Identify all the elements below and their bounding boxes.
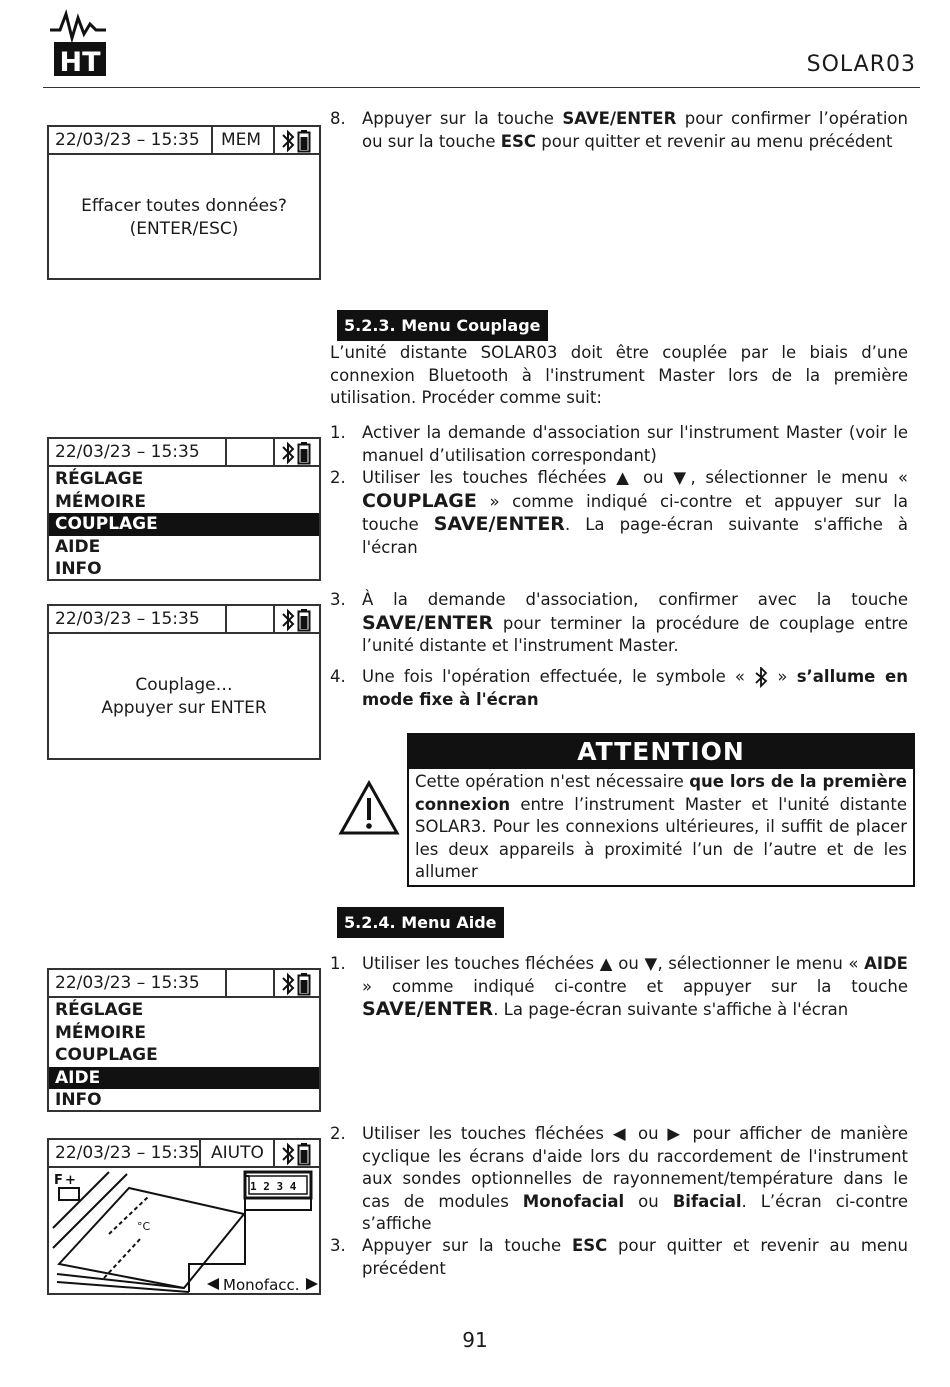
header-divider xyxy=(43,87,920,88)
menu-item-aide[interactable]: AIDE xyxy=(49,1067,319,1090)
attention-title: ATTENTION xyxy=(409,735,913,769)
screen-datetime: 22/03/23 – 15:35 xyxy=(55,609,200,629)
couplage-step-2: 2. Utiliser les touches fléchées ▲ ou ▼, sélectionner le menu « COUPLAGE » comme indiqué ci-contre et appuyer sur la touche SAVE/ENTER. La page-écran suivante s'affiche à l'écran xyxy=(330,468,909,557)
section-heading-couplage: 5.2.3. Menu Couplage xyxy=(337,310,548,341)
bluetooth-icon xyxy=(754,667,768,689)
menu-item-memoire[interactable]: MÉMOIRE xyxy=(55,491,146,512)
up-arrow-icon: ▲ xyxy=(599,954,613,973)
screen-datetime: 22/03/23 – 15:35 xyxy=(55,442,200,462)
down-arrow-icon: ▼ xyxy=(644,954,658,973)
menu-item-reglage[interactable]: RÉGLAGE xyxy=(55,1000,144,1020)
couplage-step-3: 3. À la demande d'association, confirmer avec la touche SAVE/ENTER pour terminer la procédure de couplage entre l’unité distante et l'instrument Master. xyxy=(330,590,908,655)
screen-tag: MEM xyxy=(221,130,262,150)
diagram-terminals: 1 2 3 4 xyxy=(250,1180,297,1193)
diagram-f-label: F xyxy=(54,1173,63,1188)
right-arrow-icon: ▶ xyxy=(667,1124,684,1143)
section-couplage-intro: L’unité distante SOLAR03 doit être couplée par le biais d’une connexion Bluetooth à l'instrument Master lors de la première utilisation. Procéder comme suit: xyxy=(330,343,908,407)
logo-text: HT xyxy=(59,47,101,78)
page-number: 91 xyxy=(462,1328,488,1352)
screen-datetime: 22/03/23 – 15:35 xyxy=(55,973,200,993)
screen-message-line2: (ENTER/ESC) xyxy=(129,219,239,239)
left-arrow-icon: ◀ xyxy=(612,1124,630,1143)
bluetooth-battery-icon xyxy=(279,441,319,465)
couplage-step-4: 4. Une fois l'opération effectuée, le symbole « » s’allume en mode fixe à l'écran xyxy=(330,667,908,709)
screen-header xyxy=(49,127,319,155)
screen-help xyxy=(47,1138,321,1295)
down-arrow-icon: ▼ xyxy=(673,468,691,487)
bluetooth-battery-icon xyxy=(279,972,319,996)
screen-menu-couplage xyxy=(47,437,321,581)
diagram-temp-label: °C xyxy=(137,1220,151,1233)
ht-logo xyxy=(48,8,110,80)
screen-header xyxy=(49,970,319,998)
screen-header xyxy=(49,439,319,467)
menu-item-info[interactable]: INFO xyxy=(55,559,102,579)
document-title: SOLAR03 xyxy=(806,52,916,77)
screen-tag: AIUTO xyxy=(211,1143,264,1163)
screen-message-line2: Appuyer sur ENTER xyxy=(101,698,267,718)
aide-step-2: 2. Utiliser les touches fléchées ◀ ou ▶ pour afficher de manière cyclique les écrans d'aide lors du raccordement de l'instrument aux sondes optionnelles de rayonnement/température dans le cas de modules Monofacial ou Bifacial. L’écran ci-contre s’affiche xyxy=(330,1124,909,1233)
screen-message-line1: Couplage… xyxy=(135,675,233,695)
attention-box xyxy=(407,733,915,887)
screen-header xyxy=(49,606,319,634)
screen-pairing xyxy=(47,604,321,760)
menu-item-memoire[interactable]: MÉMOIRE xyxy=(55,1022,146,1043)
aide-step-1: 1. Utiliser les touches fléchées ▲ ou ▼, sélectionner le menu « AIDE » comme indiqué ci-contre et appuyer sur la touche SAVE/ENTER. La page-écran suivante s'affiche à l'écran xyxy=(330,954,908,1020)
menu-item-info[interactable]: INFO xyxy=(55,1090,102,1110)
couplage-step-1: 1. Activer la demande d'association sur l'instrument Master (voir le manuel d’utilisation correspondant) xyxy=(330,423,908,465)
screen-datetime: 22/03/23 – 15:35 xyxy=(55,130,200,150)
screen-erase-data xyxy=(47,125,321,280)
up-arrow-icon: ▲ xyxy=(616,468,634,487)
probe-connection-diagram xyxy=(49,1168,319,1293)
menu-item-aide[interactable]: AIDE xyxy=(55,536,101,557)
attention-text: Cette opération n'est nécessaire que lors de la première connexion entre l’instrument Master et l'unité distante SOLAR3. Pour les connexions ultérieures, il suffit de placer les deux appareils à proximité l’un de l’autre et de les allumer xyxy=(415,772,907,881)
screen-menu-aide xyxy=(47,968,321,1112)
screen-message-line1: Effacer toutes données? xyxy=(81,196,287,216)
menu-item-couplage[interactable]: COUPLAGE xyxy=(55,1045,158,1065)
screen-header xyxy=(49,1140,319,1168)
bluetooth-battery-icon xyxy=(279,129,319,153)
menu-item-couplage[interactable]: COUPLAGE xyxy=(49,513,319,536)
menu-item-reglage[interactable]: RÉGLAGE xyxy=(55,469,144,489)
screen-datetime: 22/03/23 – 15:35 xyxy=(55,1143,200,1163)
bluetooth-battery-icon xyxy=(279,1142,319,1166)
diagram-plus-label: + xyxy=(65,1173,76,1188)
step-8: 8. Appuyer sur la touche SAVE/ENTER pour confirmer l’opération ou sur la touche ESC pour quitter et revenir au menu précédent xyxy=(330,109,908,151)
bluetooth-battery-icon xyxy=(279,608,319,632)
warning-triangle-icon xyxy=(338,780,400,836)
diagram-module-label: Monofacc. xyxy=(223,1276,300,1293)
section-heading-aide: 5.2.4. Menu Aide xyxy=(337,907,504,938)
aide-step-3: 3. Appuyer sur la touche ESC pour quitter et revenir au menu précédent xyxy=(330,1236,909,1278)
